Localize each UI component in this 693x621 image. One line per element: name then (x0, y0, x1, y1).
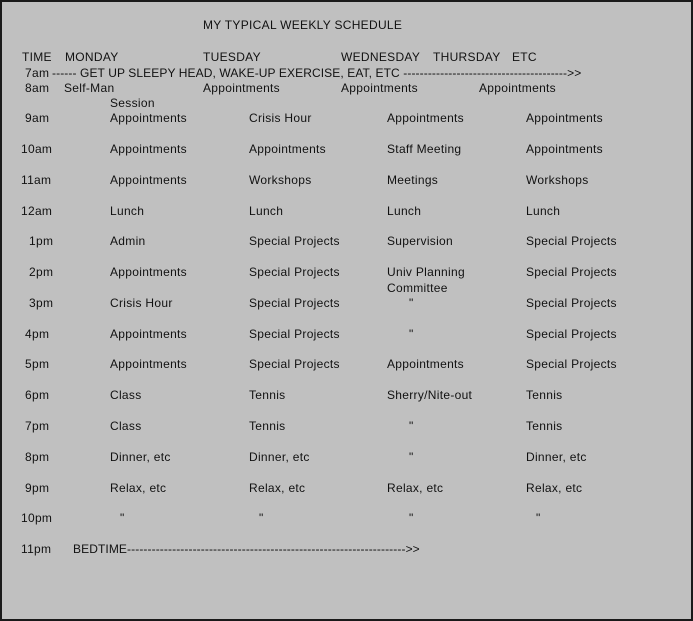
schedule-cell: " (259, 511, 264, 525)
cell-8am-tuesday: Appointments (203, 81, 280, 95)
header-wednesday: WEDNESDAY (341, 50, 421, 64)
schedule-cell: Special Projects (249, 265, 340, 279)
schedule-cell: Appointments (526, 142, 603, 156)
time-label: 11am (21, 173, 52, 187)
schedule-cell: Dinner, etc (110, 450, 171, 464)
cell-8am-thursday: Appointments (479, 81, 556, 95)
wake-up-banner: ------ GET UP SLEEPY HEAD, WAKE-UP EXERCISE, EAT, ETC ---------------------------------------->> (52, 66, 582, 80)
schedule-cell: Class (110, 388, 142, 402)
cell-8am-monday: Self-Man (64, 81, 115, 95)
schedule-cell: Appointments (110, 357, 187, 371)
schedule-cell: Appointments (110, 327, 187, 341)
schedule-cell: Special Projects (526, 265, 617, 279)
header-thursday: THURSDAY (433, 50, 501, 64)
schedule-cell: Workshops (249, 173, 312, 187)
schedule-cell: Special Projects (526, 296, 617, 310)
schedule-cell: Special Projects (249, 296, 340, 310)
schedule-cell: Class (110, 419, 142, 433)
schedule-cell: Appointments (387, 357, 464, 371)
schedule-cell: Dinner, etc (249, 450, 310, 464)
schedule-cell: Tennis (249, 388, 286, 402)
header-time: TIME (22, 50, 52, 64)
time-label: 9pm (25, 481, 50, 495)
schedule-cell: Lunch (249, 204, 284, 218)
cell-8am-monday-cont: Session (110, 96, 155, 110)
schedule-cell: Relax, etc (249, 481, 306, 495)
schedule-cell: Meetings (387, 173, 439, 187)
schedule-cell: Appointments (387, 111, 464, 125)
schedule-cell: " (409, 450, 414, 464)
schedule-cell: " (409, 511, 414, 525)
schedule-cell: Supervision (387, 234, 454, 248)
schedule-cell: Crisis Hour (110, 296, 173, 310)
schedule-cell: Appointments (110, 173, 187, 187)
schedule-cell: Lunch (526, 204, 561, 218)
time-label: 4pm (25, 327, 50, 341)
schedule-cell: Special Projects (249, 234, 340, 248)
schedule-cell: Lunch (110, 204, 145, 218)
time-11pm: 11pm (21, 542, 52, 556)
page-title: MY TYPICAL WEEKLY SCHEDULE (203, 18, 403, 32)
schedule-cell: Relax, etc (387, 481, 444, 495)
schedule-cell: " (120, 511, 125, 525)
schedule-cell: Appointments (526, 111, 603, 125)
time-label: 8pm (25, 450, 50, 464)
schedule-cell: Special Projects (526, 357, 617, 371)
time-8am: 8am (25, 81, 50, 95)
schedule-cell: Special Projects (526, 234, 617, 248)
schedule-cell: Appointments (249, 142, 326, 156)
schedule-cell: Admin (110, 234, 146, 248)
schedule-cell: Appointments (110, 111, 187, 125)
time-label: 7pm (25, 419, 50, 433)
time-label: 10am (21, 142, 53, 156)
schedule-cell: Special Projects (249, 327, 340, 341)
schedule-cell: Appointments (110, 265, 187, 279)
schedule-cell-continuation: Committee (387, 281, 448, 295)
schedule-cell: Tennis (526, 388, 563, 402)
time-label: 10pm (21, 511, 53, 525)
schedule-cell: Dinner, etc (526, 450, 587, 464)
schedule-cell: Univ Planning (387, 265, 465, 279)
time-label: 6pm (25, 388, 50, 402)
schedule-cell: Relax, etc (526, 481, 583, 495)
schedule-cell: Lunch (387, 204, 422, 218)
schedule-cell: Sherry/Nite-out (387, 388, 473, 402)
schedule-cell: Crisis Hour (249, 111, 312, 125)
time-label: 9am (25, 111, 50, 125)
time-label: 5pm (25, 357, 50, 371)
header-tuesday: TUESDAY (203, 50, 261, 64)
schedule-cell: Appointments (110, 142, 187, 156)
time-label: 12am (21, 204, 53, 218)
time-label: 1pm (29, 234, 54, 248)
schedule-cell: " (409, 419, 414, 433)
schedule-cell: Staff Meeting (387, 142, 462, 156)
schedule-cell: Relax, etc (110, 481, 167, 495)
schedule-cell: " (409, 296, 414, 310)
header-monday: MONDAY (65, 50, 119, 64)
cell-8am-wednesday: Appointments (341, 81, 418, 95)
time-label: 2pm (29, 265, 54, 279)
schedule-cell: Tennis (249, 419, 286, 433)
time-7am: 7am (25, 66, 50, 80)
time-label: 3pm (29, 296, 54, 310)
header-etc: ETC (512, 50, 537, 64)
schedule-cell: Special Projects (249, 357, 340, 371)
schedule-cell: " (409, 327, 414, 341)
bedtime-banner: BEDTIME-------------------------------------------------------------------->> (73, 542, 420, 556)
schedule-cell: Special Projects (526, 327, 617, 341)
schedule-cell: " (536, 511, 541, 525)
schedule-cell: Workshops (526, 173, 589, 187)
schedule-cell: Tennis (526, 419, 563, 433)
